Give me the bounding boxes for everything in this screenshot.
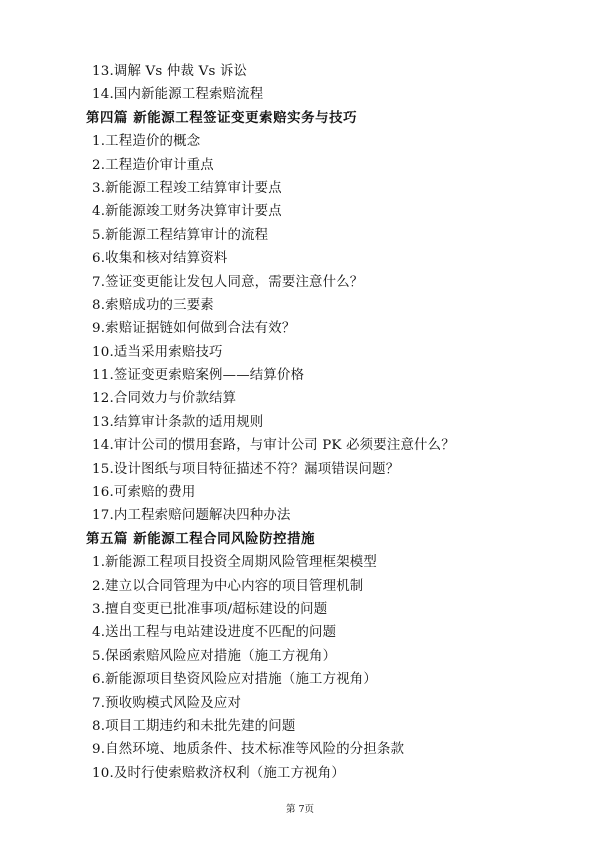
outline-item: 4.送出工程与电站建设进度不匹配的问题: [92, 625, 337, 641]
outline-item: 10.及时行使索赔救济权利（施工方视角）: [92, 765, 345, 781]
outline-item: 2.工程造价审计重点: [92, 157, 214, 173]
outline-item: 1.工程造价的概念: [92, 134, 201, 150]
section-heading: 第五篇 新能源工程合同风险防控措施: [86, 530, 316, 547]
outline-item: 3.新能源工程竣工结算审计要点: [92, 180, 282, 196]
outline-item: 9.自然环境、地质条件、技术标准等风险的分担条款: [92, 742, 405, 758]
outline-item: 14.国内新能源工程索赔流程: [92, 87, 264, 103]
outline-item: 14.审计公司的惯用套路，与审计公司 PK 必须要注意什么？: [92, 438, 455, 454]
outline-list: [86, 60, 566, 785]
outline-item: 10.适当采用索赔技巧: [92, 344, 223, 360]
outline-item: 17.内工程索赔问题解决四种办法: [92, 508, 291, 524]
outline-item: 6.收集和核对结算资料: [92, 251, 228, 267]
outline-item: 4.新能源竣工财务决算审计要点: [92, 204, 282, 220]
outline-item: 6.新能源项目垫资风险应对措施（施工方视角）: [92, 672, 377, 688]
outline-item: 1.新能源工程项目投资全周期风险管理框架模型: [92, 555, 377, 571]
outline-item: 16.可索赔的费用: [92, 485, 196, 501]
outline-item: 9.索赔证据链如何做到合法有效？: [92, 321, 296, 337]
outline-item: 15.设计图纸与项目特征描述不符？漏项错误问题？: [92, 461, 400, 477]
outline-item: 11.签证变更索赔案例——结算价格: [92, 368, 305, 384]
outline-item: 12.合同效力与价款结算: [92, 391, 237, 407]
outline-item: 7.预收购模式风险及应对: [92, 695, 242, 711]
section-heading: 第四篇 新能源工程签证变更索赔实务与技巧: [86, 109, 358, 126]
outline-item: 7.签证变更能让发包人同意，需要注意什么？: [92, 274, 364, 290]
page-number: 第 7页: [285, 804, 315, 815]
outline-item: 3.擅自变更已批准事项/超标建设的问题: [92, 601, 328, 617]
outline-item: 8.项目工期违约和未批先建的问题: [92, 718, 296, 734]
outline-item: 5.保函索赔风险应对措施（施工方视角）: [92, 648, 337, 664]
outline-item: 8.索赔成功的三要素: [92, 297, 214, 313]
outline-item: 2.建立以合同管理为中心内容的项目管理机制: [92, 578, 364, 594]
outline-item: 13.结算审计条款的适用规则: [92, 414, 264, 430]
outline-item: 5.新能源工程结算审计的流程: [92, 227, 269, 243]
outline-item: 13.调解 Vs 仲裁 Vs 诉讼: [92, 64, 248, 79]
